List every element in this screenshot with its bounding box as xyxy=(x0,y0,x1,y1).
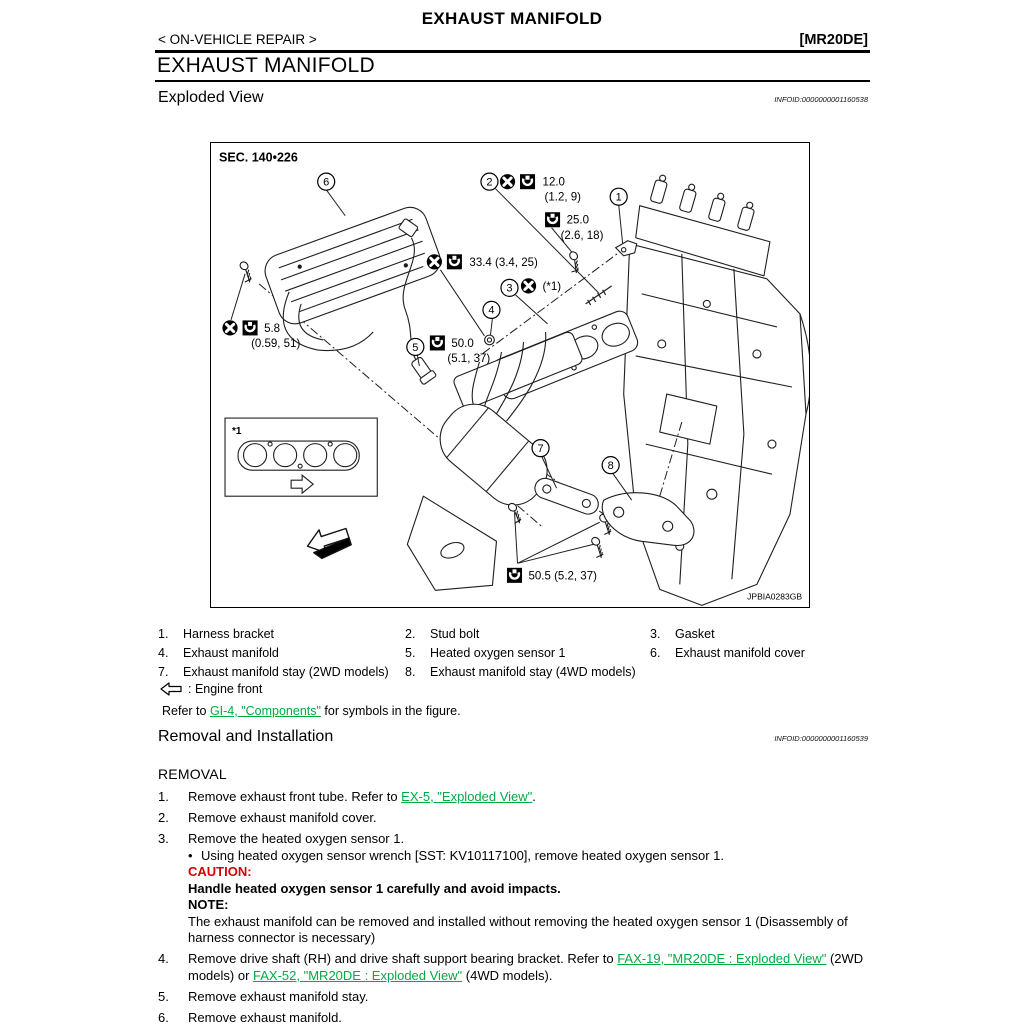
model-code-badge: [MR20DE] xyxy=(799,32,868,48)
step-number: 3. xyxy=(158,831,169,846)
torque-spec-12 xyxy=(500,174,581,204)
text-run: Remove exhaust manifold stay. xyxy=(188,988,369,1004)
subhead-row xyxy=(158,32,868,48)
svg-text:33.4 (3.4, 25): 33.4 (3.4, 25) xyxy=(469,256,538,269)
legend-item xyxy=(158,663,405,682)
step-number: 2. xyxy=(158,810,169,825)
svg-text:(*1): (*1) xyxy=(542,280,562,293)
caution-text: Handle heated oxygen sensor 1 carefully and avoid impacts. xyxy=(188,880,561,896)
symbols-note xyxy=(162,704,461,718)
engine-front-arrow-icon xyxy=(160,682,182,696)
manifold-bolt xyxy=(562,250,586,275)
legend-item xyxy=(650,625,870,644)
legend-item xyxy=(405,663,650,682)
breadcrumb: < ON-VEHICLE REPAIR > xyxy=(158,32,317,47)
text-run: Remove exhaust manifold cover. xyxy=(188,810,377,825)
text-run: for symbols in the figure. xyxy=(320,704,461,718)
step-number: 6. xyxy=(158,1009,169,1024)
legend-label: Exhaust manifold xyxy=(183,645,279,660)
torque-wrench-icon xyxy=(430,335,445,350)
step-number: 1. xyxy=(158,789,169,804)
svg-text:5: 5 xyxy=(412,341,419,354)
torque-wrench-icon xyxy=(243,320,258,335)
page-title: EXHAUST MANIFOLD xyxy=(157,54,375,77)
header-rule xyxy=(155,50,870,53)
callout-8 xyxy=(602,457,619,474)
sec-label: SEC. 140•226 xyxy=(219,150,298,165)
svg-text:(2.6, 18): (2.6, 18) xyxy=(560,229,604,242)
svg-text:8: 8 xyxy=(607,459,614,472)
running-title: EXHAUST MANIFOLD xyxy=(421,9,603,28)
torque-wrench-icon xyxy=(507,568,522,583)
inset-label: *1 xyxy=(232,426,242,438)
torque-wrench-icon xyxy=(520,174,535,189)
legend-number: 4. xyxy=(158,645,169,660)
exploded-view-figure xyxy=(210,142,810,608)
legend-number: 5. xyxy=(405,645,416,660)
callout-7 xyxy=(532,440,549,457)
svg-text:(5.1, 37): (5.1, 37) xyxy=(447,352,491,365)
legend-label: Gasket xyxy=(675,627,715,641)
procedure-ref-link[interactable]: FAX-19, "MR20DE : Exploded View" xyxy=(617,951,827,966)
engine-outline xyxy=(624,244,806,606)
torque-spec-25 xyxy=(545,212,604,242)
removal-installation-heading: Removal and Installation xyxy=(158,728,334,745)
step-body xyxy=(188,831,870,947)
text-run: Remove exhaust manifold. xyxy=(188,1009,342,1024)
callout-5 xyxy=(407,338,424,355)
removal-step xyxy=(158,789,870,806)
engine-front-arrow-icon xyxy=(304,522,353,562)
text-run: Remove exhaust front tube. Refer to xyxy=(188,789,402,804)
exploded-view-heading: Exploded View xyxy=(158,89,264,106)
do-not-reuse-icon xyxy=(521,278,536,293)
legend-number: 2. xyxy=(405,627,416,641)
exhaust-manifold-cover-drawing xyxy=(260,203,445,351)
step-body xyxy=(188,951,870,984)
svg-text:25.0: 25.0 xyxy=(566,214,589,227)
svg-text:7: 7 xyxy=(537,442,544,455)
text-run: (4WD models). xyxy=(462,967,553,983)
torque-spec-50 xyxy=(430,335,491,365)
harness-bracket-drawing xyxy=(616,241,637,256)
text-run: (2WD models) or xyxy=(188,951,864,983)
manifold-nut xyxy=(485,335,495,345)
callout-6 xyxy=(318,173,335,190)
legend-number: 3. xyxy=(650,627,661,641)
do-not-reuse-icon xyxy=(222,320,237,335)
step-number: 5. xyxy=(158,988,169,1004)
svg-text:50.0: 50.0 xyxy=(451,337,474,350)
svg-text:1: 1 xyxy=(615,191,622,204)
caution-label: CAUTION: xyxy=(188,864,252,879)
note-label: NOTE: xyxy=(188,897,229,912)
text-run: . xyxy=(532,789,536,804)
svg-text:3: 3 xyxy=(506,282,513,295)
procedure-ref-link[interactable]: EX-5, "Exploded View" xyxy=(401,789,533,804)
infoid-exploded-view: INFOID:0000000001160538 xyxy=(774,95,868,104)
legend-label: Heated oxygen sensor 1 xyxy=(430,645,566,660)
svg-text:2: 2 xyxy=(486,176,493,189)
step-sub-bullet xyxy=(188,848,870,865)
text-run: Remove drive shaft (RH) and drive shaft support bearing bracket. Refer to xyxy=(188,951,618,966)
torque-spec-33 xyxy=(427,254,538,269)
bullet-icon: • xyxy=(188,847,193,863)
legend-item xyxy=(405,625,650,644)
manifold-stay-2wd-drawing xyxy=(532,475,601,516)
exploded-view-heading-row xyxy=(158,89,868,107)
exploded-view-drawing xyxy=(211,143,809,607)
removal-step xyxy=(158,989,870,1006)
do-not-reuse-icon xyxy=(500,174,515,189)
legend-item xyxy=(158,644,405,663)
legend-item xyxy=(405,644,650,663)
figure-id: JPBIA0283GB xyxy=(747,591,802,602)
legend-label: Exhaust manifold cover xyxy=(675,645,805,660)
note-text: The exhaust manifold can be removed and installed without removing the heated oxygen sensor 1 (Disassembly of harness connector is necessary) xyxy=(188,913,848,945)
legend-label: Exhaust manifold stay (2WD models) xyxy=(183,664,389,679)
torque-wrench-icon xyxy=(545,212,560,227)
removal-step xyxy=(158,831,870,947)
title-rule xyxy=(155,80,870,82)
svg-text:(0.59, 51): (0.59, 51) xyxy=(251,337,301,350)
infoid-removal: INFOID:0000000001160539 xyxy=(774,734,868,743)
svg-text:(1.2, 9): (1.2, 9) xyxy=(544,191,581,204)
step-body xyxy=(188,989,870,1006)
removal-subheading: REMOVAL xyxy=(158,766,227,782)
callout-2 xyxy=(481,173,498,190)
torque-spec-505 xyxy=(507,568,597,583)
step-body xyxy=(188,789,870,806)
removal-heading-row xyxy=(158,728,868,746)
gasket-inset-box xyxy=(225,418,377,496)
removal-step xyxy=(158,951,870,984)
do-not-reuse-icon xyxy=(427,254,442,269)
svg-text:12.0: 12.0 xyxy=(542,176,565,189)
parts-legend xyxy=(158,625,870,681)
legend-number: 1. xyxy=(158,627,169,641)
svg-text:4: 4 xyxy=(488,304,495,317)
text-run: Remove the heated oxygen sensor 1. xyxy=(188,831,405,846)
svg-text:6: 6 xyxy=(323,176,330,189)
legend-item xyxy=(650,644,870,663)
legend-label: Exhaust manifold stay (4WD models) xyxy=(430,664,636,679)
step-number: 4. xyxy=(158,951,169,966)
components-ref-link[interactable]: GI-4, "Components" xyxy=(209,704,321,718)
legend-number: 6. xyxy=(650,645,661,660)
torque-wrench-icon xyxy=(447,254,462,269)
stud-bolt-drawing xyxy=(586,286,612,305)
legend-number: 8. xyxy=(405,664,416,679)
torque-spec-star1 xyxy=(521,278,561,293)
removal-step xyxy=(158,810,870,827)
text-run: Refer to xyxy=(162,704,210,718)
engine-front-label: : Engine front xyxy=(188,682,263,696)
callout-4 xyxy=(483,301,500,318)
svg-text:5.8: 5.8 xyxy=(264,322,281,335)
step-body xyxy=(188,1010,870,1024)
stay-bolt-3 xyxy=(585,536,610,560)
removal-steps-list xyxy=(158,789,870,1024)
bullet-text: Using heated oxygen sensor wrench [SST: KV10117100], remove heated oxygen sensor 1. xyxy=(201,847,724,863)
legend-label: Stud bolt xyxy=(430,627,480,641)
legend-number: 7. xyxy=(158,664,169,679)
legend-item xyxy=(158,625,405,644)
cover-bolt xyxy=(233,260,258,284)
callout-3 xyxy=(501,279,518,296)
svg-text:50.5 (5.2, 37): 50.5 (5.2, 37) xyxy=(528,570,597,583)
step-body xyxy=(188,810,870,827)
exhaust-manifold-drawing xyxy=(407,331,583,591)
removal-step xyxy=(158,1010,870,1024)
callout-1 xyxy=(610,188,627,205)
procedure-ref-link[interactable]: FAX-52, "MR20DE : Exploded View" xyxy=(253,967,463,983)
legend-label: Harness bracket xyxy=(183,627,275,641)
engine-front-row xyxy=(160,682,262,696)
